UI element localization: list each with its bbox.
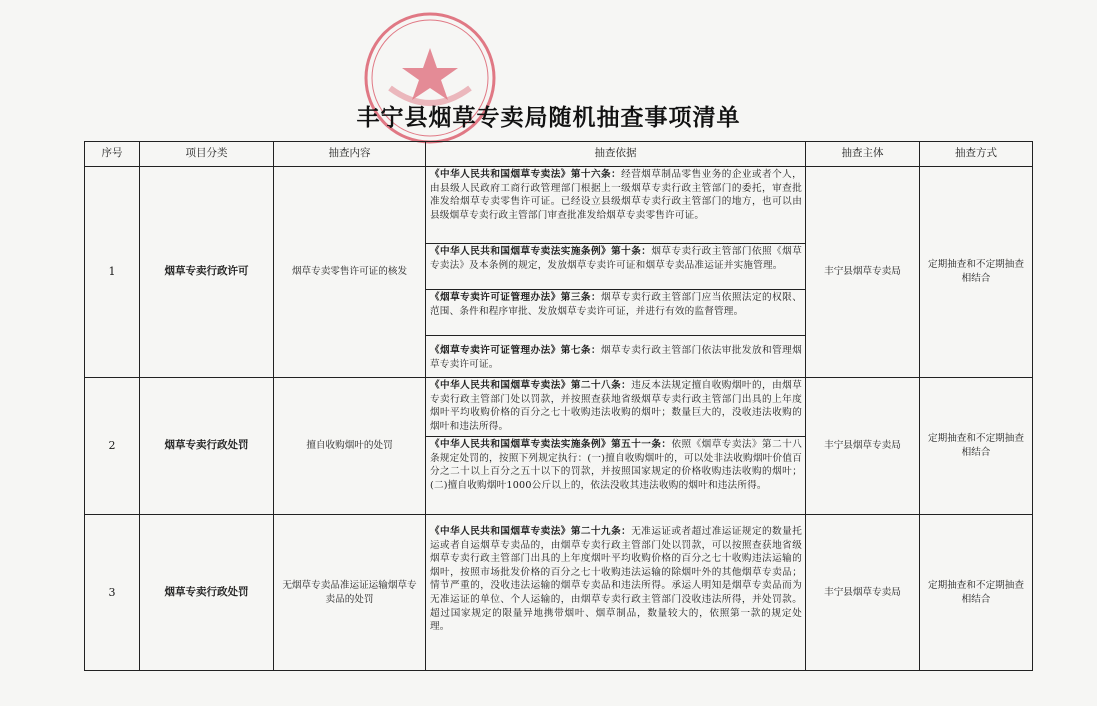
basis-law: 《中华人民共和国烟草专卖法实施条例》第十条：	[430, 246, 652, 257]
row-method: 定期抽查和不定期抽查相结合	[920, 378, 1033, 515]
row-content: 擅自收购烟叶的处罚	[274, 378, 426, 515]
row-subject: 丰宁县烟草专卖局	[806, 515, 920, 671]
table-header-row	[85, 142, 1033, 167]
header-content: 抽查内容	[274, 142, 426, 167]
row-content: 烟草专卖零售许可证的核发	[274, 167, 426, 378]
basis-text: 烟草专卖行政主管部门依照《烟草专卖法》及本条例的规定，发放烟草专卖许可证和烟草专卖品准运证并实施管理。	[430, 246, 802, 271]
row-subject: 丰宁县烟草专卖局	[806, 378, 920, 515]
header-method: 抽查方式	[920, 142, 1033, 167]
row-bases	[426, 167, 806, 378]
basis-law: 《中华人民共和国烟草专卖法》第二十八条：	[430, 380, 632, 391]
basis-law: 《中华人民共和国烟草专卖法》第二十九条：	[430, 526, 632, 537]
basis-item	[426, 244, 805, 290]
row-no: 1	[85, 167, 140, 378]
row-method: 定期抽查和不定期抽查相结合	[920, 167, 1033, 378]
basis-text: 依照《烟草专卖法》第二十八条规定处罚的，按照下列规定执行：(一)擅自收购烟叶的，可以处非法收购烟叶价值百分之二十以上百分之五十以下的罚款，并按照国家规定的价格收购违法收购的烟叶；(二)擅自收购烟叶1000公斤以上的，依法没收其违法收购的烟叶和违法所得。	[430, 439, 802, 491]
basis-text: 烟草专卖行政主管部门依法审批发放和管理烟草专卖许可证。	[430, 345, 803, 370]
row-category: 烟草专卖行政许可	[140, 167, 274, 378]
basis-law: 《烟草专卖许可证管理办法》第七条：	[430, 345, 602, 356]
row-bases	[426, 515, 806, 671]
basis-item	[426, 437, 805, 514]
row-subject: 丰宁县烟草专卖局	[806, 167, 920, 378]
header-category: 项目分类	[140, 142, 274, 167]
row-bases	[426, 378, 806, 515]
basis-item	[426, 336, 805, 377]
basis-text: 违反本法规定擅自收购烟叶的，由烟草专卖行政主管部门处以罚款，并按照查获地省级烟草专卖行政主管部门出具的上年度烟叶平均收购价格的百分之七十收购违法收购的烟叶；数量巨大的，没收违法收购的烟叶和违法所得。	[430, 380, 803, 432]
basis-text: 无准运证或者超过准运证规定的数量托运或者自运烟草专卖品的，由烟草专卖行政主管部门处以罚款，可以按照查获地省级烟草专卖行政主管部门出具的上年度烟叶平均收购价格的百分之七十收购违法运输的烟叶，按照市场批发价格的百分之七十收购违法运输的除烟叶外的其他烟草专卖品；情节严重的，没收违法运输的烟草专卖品和违法所得。承运人明知是烟草专卖品而为无准运证的单位、个人运输的，由烟草专卖行政主管部门没收违法所得，并处罚款。超过国家规定的限量异地携带烟叶、烟草制品，数量较大的，依照第一款的规定处理。	[430, 526, 803, 633]
row-category: 烟草专卖行政处罚	[140, 515, 274, 671]
table-row	[85, 515, 1033, 671]
header-no: 序号	[85, 142, 140, 167]
row-method: 定期抽查和不定期抽查相结合	[920, 515, 1033, 671]
basis-law: 《烟草专卖许可证管理办法》第三条：	[430, 292, 602, 303]
basis-item	[426, 290, 805, 336]
document-title: 丰宁县烟草专卖局随机抽查事项清单	[356, 104, 741, 131]
basis-text: 经营烟草制品零售业务的企业或者个人，由县级人民政府工商行政管理部门根据上一级烟草专卖行政主管部门的委托，审查批准发给烟草专卖零售许可证。已经设立县级烟草专卖行政主管部门的地方，也可以由县级烟草专卖行政主管部门审查批准发给烟草专卖零售许可证。	[430, 169, 802, 221]
table-row	[85, 378, 1033, 515]
row-no: 2	[85, 378, 140, 515]
basis-law: 《中华人民共和国烟草专卖法》第十六条：	[430, 169, 622, 180]
row-content: 无烟草专卖品准运证运输烟草专卖品的处罚	[274, 515, 426, 671]
row-no: 3	[85, 515, 140, 671]
basis-item	[426, 378, 805, 437]
basis-item	[426, 167, 805, 244]
header-basis: 抽查依据	[426, 142, 806, 167]
table-row	[85, 167, 1033, 378]
basis-item	[426, 515, 805, 670]
row-category: 烟草专卖行政处罚	[140, 378, 274, 515]
header-subject: 抽查主体	[806, 142, 920, 167]
inspection-table	[84, 141, 1033, 671]
basis-law: 《中华人民共和国烟草专卖法实施条例》第五十一条：	[430, 439, 672, 450]
basis-text: 烟草专卖行政主管部门应当依照法定的权限、范围、条件和程序审批、发放烟草专卖许可证，并进行有效的监督管理。	[430, 292, 803, 317]
